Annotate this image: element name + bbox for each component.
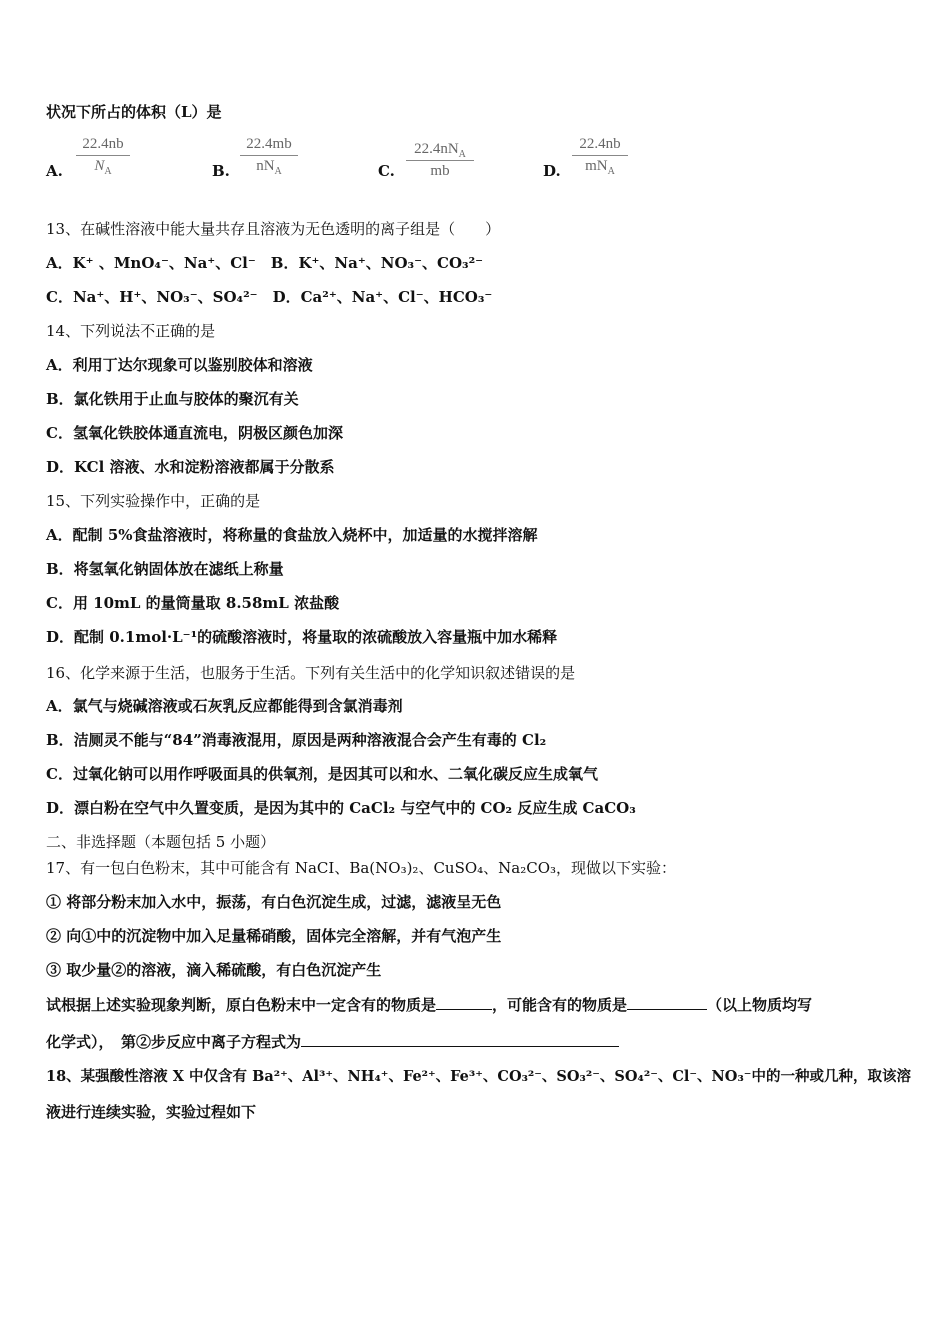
q15-option-a: A．配制 5%食盐溶液时，将称量的食盐放入烧杯中，加适量的水搅拌溶解: [46, 526, 538, 544]
q12-option-b-fraction: 22.4mb $nN_A$: [240, 136, 298, 175]
q15-option-b: B．将氢氧化钠固体放在滤纸上称量: [46, 560, 284, 578]
q17-question-part4: 化学式）， 第②步反应中离子方程式为: [46, 1033, 302, 1051]
answer-blank-equation[interactable]: [301, 1032, 619, 1047]
q15-option-d: D．配制 0.1mol·L⁻¹的硫酸溶液时，将量取的浓硫酸放入容量瓶中加水稀释: [46, 628, 558, 646]
section-heading: 二、非选择题（本题包括 5 小题）: [46, 833, 276, 851]
numerator: 22.4mb: [240, 136, 298, 156]
q13-options-cd: C．Na⁺、H⁺、NO₃⁻、SO₄²⁻ D．Ca²⁺、Na⁺、Cl⁻、HCO₃⁻: [46, 288, 493, 306]
q14-option-a: A．利用丁达尔现象可以鉴别胶体和溶液: [46, 356, 313, 374]
q13-stem: 13、在碱性溶液中能大量共存且溶液为无色透明的离子组是（ ）: [46, 220, 501, 238]
q12-option-c-fraction: $22.4nN_A$ mb: [406, 141, 474, 180]
q12-option-b-label: B.: [212, 162, 230, 180]
q17-question-part2: ，可能含有的物质是: [492, 996, 628, 1014]
q12-option-c-label: C.: [378, 162, 395, 180]
q14-option-c: C．氢氧化铁胶体通直流电，阴极区颜色加深: [46, 424, 343, 442]
q13-options-ab: A．K⁺ 、MnO₄⁻、Na⁺、Cl⁻ B．K⁺、Na⁺、NO₃⁻、CO₃²⁻: [46, 254, 484, 272]
q15-option-c: C．用 10mL 的量筒量取 8.58mL 浓盐酸: [46, 594, 340, 612]
q14-option-b: B．氯化铁用于止血与胶体的聚沉有关: [46, 390, 299, 408]
q17-step-1: ① 将部分粉末加入水中，振荡，有白色沉淀生成，过滤，滤液呈无色: [46, 893, 502, 911]
q17-question: [46, 995, 812, 1015]
answer-blank-definite[interactable]: [436, 995, 492, 1010]
numerator: 22.4nN: [414, 141, 459, 157]
q16-option-a: A．氯气与烧碱溶液或石灰乳反应都能得到含氯消毒剂: [46, 697, 403, 715]
q16-option-d: D．漂白粉在空气中久置变质，是因为其中的 CaCl₂ 与空气中的 CO₂ 反应生成 CaCO₃: [46, 799, 636, 817]
q16-stem: 16、化学来源于生活，也服务于生活。下列有关生活中的化学知识叙述错误的是: [46, 664, 576, 682]
q18-stem-line2: 液进行连续实验，实验过程如下: [46, 1103, 257, 1121]
q17-question-part3: （以上物质均写: [707, 996, 813, 1014]
q15-stem: 15、下列实验操作中，正确的是: [46, 492, 261, 510]
denominator: mN: [585, 158, 608, 174]
numerator: 22.4nb: [76, 136, 130, 156]
q14-option-d: D．KCl 溶液、水和淀粉溶液都属于分散系: [46, 458, 335, 476]
q12-option-a-label: A.: [46, 162, 63, 180]
q16-option-c: C．过氧化钠可以用作呼吸面具的供氧剂，是因其可以和水、二氧化碳反应生成氧气: [46, 765, 598, 783]
q17-question-part1: 试根据上述实验现象判断，原白色粉末中一定含有的物质是: [46, 996, 437, 1014]
q17-step-2: ② 向①中的沉淀物中加入足量稀硝酸，固体完全溶解，并有气泡产生: [46, 927, 502, 945]
q17-question-line2: [46, 1032, 619, 1052]
q12-tail: 状况下所占的体积（L）是: [46, 103, 222, 121]
q16-option-b: B．洁厕灵不能与“84”消毒液混用，原因是两种溶液混合会产生有毒的 Cl₂: [46, 731, 547, 749]
q14-stem: 14、下列说法不正确的是: [46, 322, 216, 340]
numerator: 22.4nb: [572, 136, 628, 156]
q18-stem-line1: 18、某强酸性溶液 X 中仅含有 Ba²⁺、Al³⁺、NH₄⁺、Fe²⁺、Fe³⁺、CO₃²⁻、SO₃²⁻、SO₄²⁻、Cl⁻、NO₃⁻中的一种或几种，取该溶: [46, 1068, 911, 1085]
q17-step-3: ③ 取少量②的溶液，滴入稀硫酸，有白色沉淀产生: [46, 961, 382, 979]
denominator: nN: [256, 158, 275, 174]
denominator: N: [94, 158, 105, 174]
denominator: mb: [430, 163, 450, 179]
q12-option-d-fraction: 22.4nb $mN_A$: [572, 136, 628, 175]
answer-blank-possible[interactable]: [627, 995, 707, 1010]
q12-option-d-label: D.: [543, 162, 561, 180]
q12-option-a-fraction: $\frac{22.4nb}{N_A}$: [76, 136, 130, 175]
q17-stem: 17、有一包白色粉末，其中可能含有 NaCI、Ba(NO₃)₂、CuSO₄、Na₂CO₃，现做以下实验：: [46, 859, 677, 877]
